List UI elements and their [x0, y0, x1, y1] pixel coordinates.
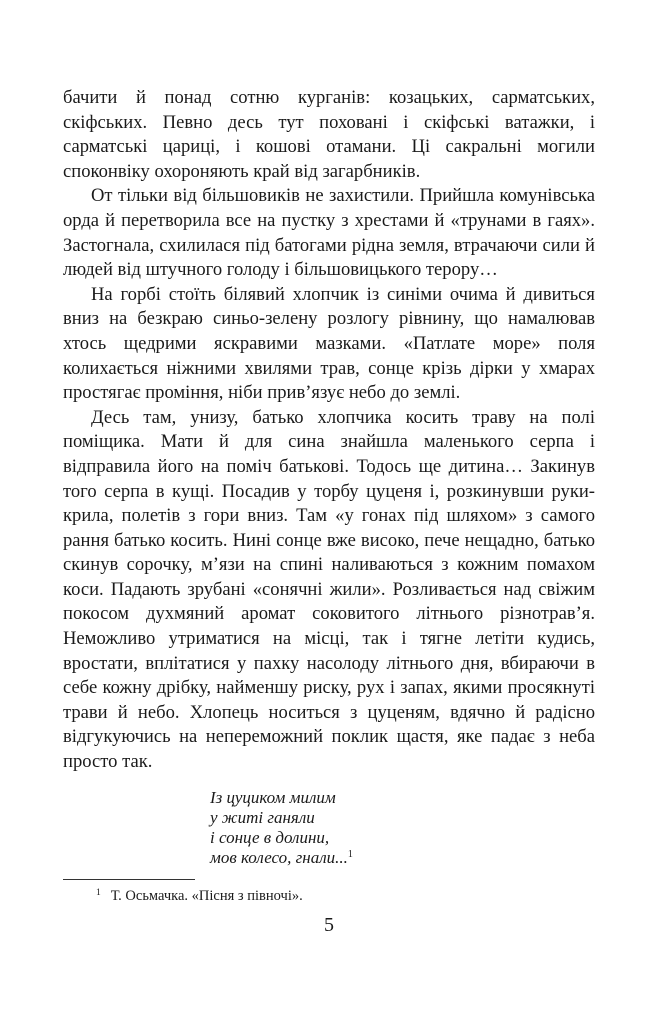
- paragraph: На горбі стоїть білявий хлопчик із синіми очима й дивиться вниз на безкраю синьо-зелену розлогу рівнину, що намалював хтось щедрими яскравими мазками. «Патлате море» поля колихається ніжними хвилями трав, сонце крізь дірки у хмарах простягає проміння, ніби прив’язує небо до землі.: [63, 283, 595, 404]
- poem-line: у житі ганяли: [210, 808, 315, 827]
- poem-line-last: [210, 848, 353, 868]
- poem-line: і сонце в долини,: [210, 828, 330, 847]
- poem-quote: [210, 788, 353, 868]
- footnote-divider: [63, 879, 195, 880]
- poem-line: мов колесо, гнали...: [210, 848, 348, 867]
- page-number: 5: [324, 914, 334, 936]
- paragraph: От тільки від більшовиків не захистили. Прийшла комунівська орда й перетворила все на пустку з хрестами й «трунами в гаях». Застогнала, схилилася під батогами рідна земля, втрачаючи сили й людей від штучного голоду і більшовицького терору…: [63, 185, 595, 281]
- footnote-reference: 1: [347, 849, 353, 860]
- footnote-text: Т. Осьмачка. «Пісня з півночі».: [110, 888, 303, 904]
- poem-line: Із цуциком милим: [210, 788, 336, 807]
- body-text: [63, 86, 595, 775]
- paragraph: Десь там, унизу, батько хлопчика косить траву на полі поміщика. Мати й для сина знайшла маленького серпа і відправила його на поміч батькові. Тодось ще дитина… Закинув того серпа в кущі. Посадив у торбу цуценя і, розкинувши руки-крила, полетів з гори вниз. Там «у гонах під шляхом» з самого рання батько косить. Нині сонце вже високо, пече нещадно, батько скинув сорочку, м’язи на спині наливаються з кожним помахом коси. Падають зрубані «сонячні жили». Розливається над свіжим покосом духмяний аромат соковитого літнього різнотрав’я. Неможливо утриматися на місці, так і тягне летіти кудись, вростати, вплітатися у пахку насолоду літнього дня, вбираючи в себе кожну дрібку, найменшу риску, рух і запах, якими просякнуті трави й небо. Хлопець носиться з цуценям, вдячно й радісно відгукуючись на непереможний поклик щастя, яке падає з неба просто так.: [63, 406, 595, 773]
- footnote: [96, 884, 303, 905]
- paragraph-continued: бачити й понад сотню курганів: козацьких, сарматських, скіфських. Певно десь тут поховані і скіфські ватажки, і сарматські цариці, і кошові отамани. Ці сакральні могили споконвіку охороняють край від загарбників.: [63, 87, 595, 182]
- footnote-mark: 1: [96, 888, 101, 898]
